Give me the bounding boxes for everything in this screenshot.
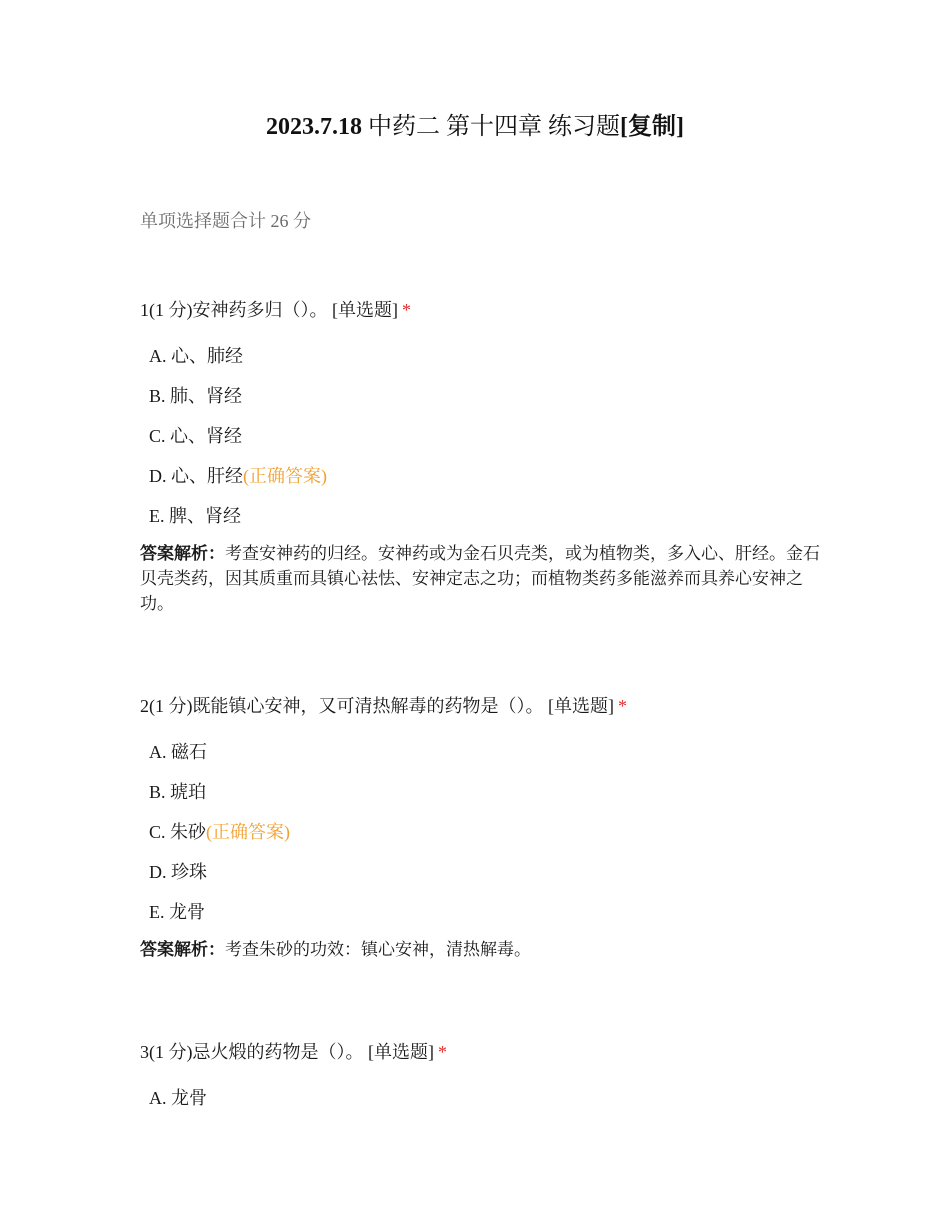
required-mark: * — [617, 696, 627, 716]
option-c[interactable] — [149, 818, 820, 846]
analysis-text: 考查安神药的归经。安神药或为金石贝壳类，或为植物类，多入心、肝经。金石贝壳类药，因其质重而具镇心祛怯、安神定志之功；而植物类药多能滋养而具养心安神之功。 — [140, 544, 820, 614]
analysis-text: 考查朱砂的功效：镇心安神，清热解毒。 — [225, 940, 531, 960]
option-text: B. 琥珀 — [149, 782, 207, 802]
question-stem-text: 2(1 分)既能镇心安神，又可清热解毒的药物是（）。 [单选题] — [140, 696, 614, 716]
option-text: A. 心、肺经 — [149, 346, 243, 366]
section-summary: 单项选择题合计 26 分 — [140, 211, 311, 231]
option-list — [140, 738, 820, 926]
option-e[interactable] — [149, 502, 820, 530]
title-date: 2023.7.18 — [266, 114, 362, 140]
option-a[interactable] — [149, 342, 820, 370]
question-stem-text: 3(1 分)忌火煅的药物是（）。 [单选题] — [140, 1042, 434, 1062]
question-3 — [140, 1038, 820, 1124]
answer-analysis — [140, 542, 820, 617]
required-mark: * — [437, 1042, 447, 1062]
option-d[interactable] — [149, 462, 820, 490]
analysis-label: 答案解析： — [140, 940, 225, 960]
option-c[interactable] — [149, 422, 820, 450]
option-list — [140, 342, 820, 530]
option-list — [140, 1084, 820, 1112]
correct-answer-label: (正确答案) — [243, 466, 327, 486]
title-subject: 中药二 第十四章 练习题 — [368, 114, 620, 140]
option-a[interactable] — [149, 1084, 820, 1112]
option-a[interactable] — [149, 738, 820, 766]
option-text: D. 心、肝经 — [149, 466, 243, 486]
question-1 — [140, 296, 820, 617]
question-stem — [140, 692, 820, 720]
option-b[interactable] — [149, 778, 820, 806]
option-text: B. 肺、肾经 — [149, 386, 243, 406]
required-mark: * — [401, 300, 411, 320]
question-stem-text: 1(1 分)安神药多归（）。 [单选题] — [140, 300, 398, 320]
title-suffix: [复制] — [620, 114, 684, 140]
correct-answer-label: (正确答案) — [206, 822, 291, 842]
option-text: A. 磁石 — [149, 742, 207, 762]
option-b[interactable] — [149, 382, 820, 410]
option-text: E. 脾、肾经 — [149, 506, 241, 526]
option-text: D. 珍珠 — [149, 862, 207, 882]
question-2 — [140, 692, 820, 963]
option-d[interactable] — [149, 858, 820, 886]
question-stem — [140, 296, 820, 324]
analysis-label: 答案解析： — [140, 544, 225, 564]
option-text: C. 朱砂 — [149, 822, 207, 842]
option-e[interactable] — [149, 898, 820, 926]
option-text: A. 龙骨 — [149, 1088, 207, 1108]
question-stem — [140, 1038, 820, 1066]
option-text: C. 心、肾经 — [149, 426, 243, 446]
page-title — [0, 110, 950, 144]
answer-analysis — [140, 938, 820, 963]
option-text: E. 龙骨 — [149, 902, 205, 922]
